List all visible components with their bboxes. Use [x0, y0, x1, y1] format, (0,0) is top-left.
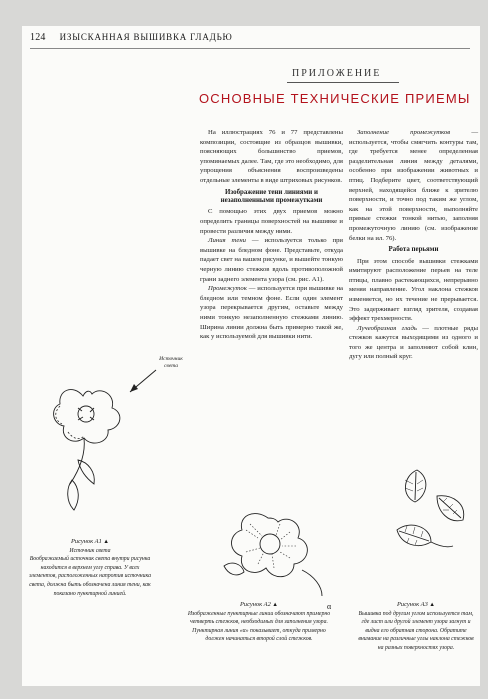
paragraph — [200, 284, 343, 342]
paragraph: При этом способе вышивки стежками имитируют расположение перьев на теле птицы, плавно растекающихся, непрерывно меняя направление. Угол наклона стежков изменяется, но их течение не прерывается. Это задерживает взгляд зрителя, создавая эффект трехмерности. — [349, 257, 478, 323]
leaves-figure-a3 — [387, 466, 477, 576]
text-column-2 — [349, 128, 478, 362]
figure-caption-text: Изображенные пунктирные линии обозначают примерно четверть стежков, необходимых для заполнения узора. Пунктирная линия «α» показывает, откуда примерно должен начинаться второй слой стежков. — [187, 610, 331, 643]
figure-caption-text: Вышивка под другим углом используется там, где лист или другой элемент узора загнут и видна его обратная сторона. Обратите внимание на различные углы наклона стежков на разных поверхностях узора. — [358, 610, 474, 651]
alpha-marker: α — [327, 602, 332, 611]
figure-label: Рисунок А3 — [397, 601, 428, 608]
figure-a3-caption — [356, 601, 476, 653]
term: Лучеобразная гладь — [357, 324, 417, 332]
triangle-icon: ▲ — [272, 602, 278, 608]
paragraph-text: — плотные ряды стежков кажутся выходящими из одного и того же центра и заполняют собой клин, дугу или полный круг. — [349, 324, 478, 361]
figure-caption-text: Воображаемый источник света внутри рисунка находится в верхнем углу справа. У всех элементов, расположенных напротив источника света, должна быть обозначена линия тени, как показано пунктирной линией. — [28, 556, 152, 597]
triangle-icon: ▲ — [103, 539, 109, 545]
rose-outline-figure-a1 — [48, 376, 138, 536]
running-title: ИЗЫСКАННАЯ ВЫШИВКА ГЛАДЬЮ — [59, 32, 233, 42]
section-title: ОСНОВНЫЕ ТЕХНИЧЕСКИЕ ПРИЕМЫ — [199, 91, 471, 106]
figure-a1-caption — [28, 538, 152, 598]
paragraph: С помощью этих двух приемов можно определить границы поверхностей на вышивке и провести различия между ними. — [200, 208, 343, 235]
section-label: ПРИЛОЖЕНИЕ — [292, 68, 382, 79]
paragraph — [349, 128, 478, 243]
intro-paragraph: На иллюстрациях 76 и 77 представлены композиции, состоящие из образцов вышивки, поясняющих большинство приемов, упоминаемых далее. Там, где это необходимо, для упрощения объяснения воспроизведены отдельные элементы в виде штриховых рисунков. — [200, 129, 343, 184]
paragraph-text: — используется при вышивке на бледном или темном фоне. Если один элемент узора перекрывается другим, оставьте между ними тонкую незаполненную стежками линию. Ширина линии должна быть примерно такой же, как у используемой для вышивки нити. — [200, 285, 343, 341]
triangle-icon: ▲ — [429, 602, 435, 608]
subheading-shadow: Изображение тени линиями и незаполненными промежутками — [220, 188, 323, 204]
flower-stitch-figure-a2 — [218, 506, 328, 606]
light-source-label: Источник света — [159, 356, 183, 369]
paragraph-text: — используется, чтобы смягчить контуры там, где требуется менее определенная разделительная линия между деталями, особенно при изображении животных и птиц. Подберите цвет, соответствующий верхней, находящейся ближе к зрителю поверхности, и точно под таким же углом, как на этой поверхности, выполняйте прямые стежки тонкой нитью, заполняя промежуточную линию (см. изображение белки на ил. 76). — [349, 129, 478, 242]
text-column-1 — [200, 128, 343, 342]
book-page — [22, 26, 480, 686]
term: Заполнение промежутков — [357, 129, 451, 136]
term: Промежуток — [208, 285, 247, 293]
running-header — [30, 32, 233, 43]
section-rule — [287, 82, 399, 83]
subheading-feathers: Работа перьями — [388, 246, 439, 254]
figure-title: Источник света — [69, 547, 111, 554]
term: Линия тени — [208, 237, 246, 245]
figure-label: Рисунок А1 — [71, 538, 102, 545]
figure-a2-caption — [184, 601, 334, 644]
paragraph — [349, 324, 478, 362]
paragraph-text: — используется только при вышивке на бледном фоне. Представьте, откуда падает свет на вашем рисунке, и вышейте тонкую черную линию стежков вдоль противоположной грани заднего элемента узора (см. рис. А1). — [200, 237, 343, 283]
page-number: 124 — [30, 32, 46, 43]
paragraph — [200, 236, 343, 284]
figure-label: Рисунок А2 — [240, 601, 271, 608]
header-rule — [30, 48, 470, 49]
